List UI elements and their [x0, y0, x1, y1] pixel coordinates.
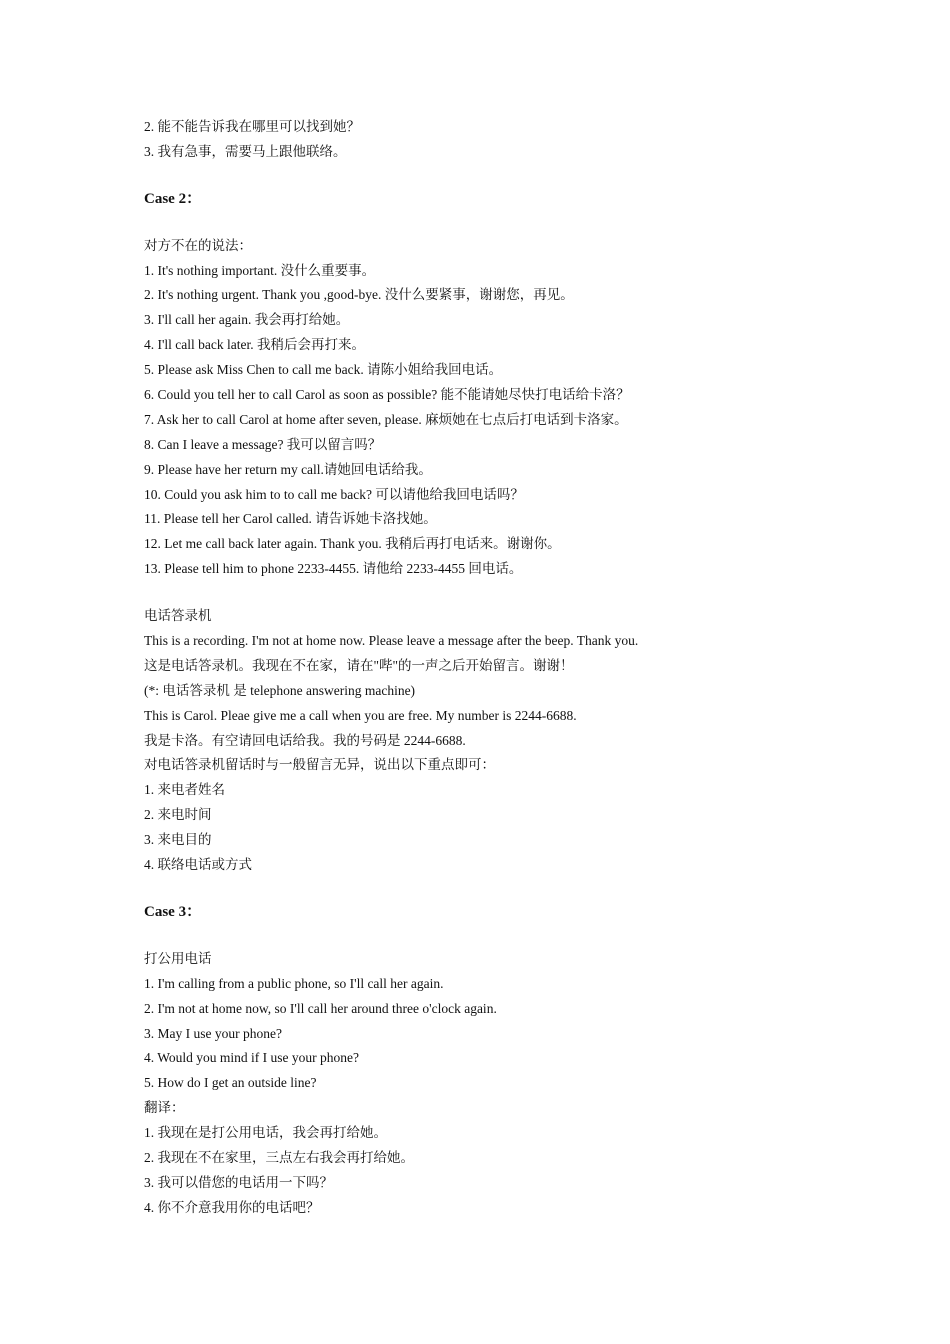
- case2-subtitle: 对方不在的说法：: [144, 237, 252, 253]
- answering-line: 2. 来电时间: [144, 807, 212, 823]
- list-item: 5. How do I get an outside line?: [144, 1075, 317, 1091]
- list-item: 2. I'm not at home now, so I'll call her around three o'clock again.: [144, 1000, 497, 1016]
- answering-line: 4. 联络电话或方式: [144, 857, 252, 873]
- case3-subtitle: 打公用电话: [144, 950, 212, 966]
- case2-section: [144, 187, 824, 582]
- intro-section: [144, 115, 824, 165]
- list-item: 6. Could you tell her to call Carol as soon as possible? 能不能请她尽快打电话给卡洛？: [144, 387, 630, 403]
- list-item: 4. Would you mind if I use your phone?: [144, 1050, 360, 1066]
- case3-section: [144, 900, 824, 1221]
- list-item: 1. I'm calling from a public phone, so I'll call her again.: [144, 975, 444, 991]
- answering-line: 这是电话答录机。我现在不在家，请在"哔"的一声之后开始留言。谢谢！: [144, 657, 574, 673]
- case3-heading: Case 3：: [144, 903, 202, 920]
- translation-item: 3. 我可以借您的电话用一下吗？: [144, 1174, 333, 1190]
- translation-item: 2. 我现在不在家里，三点左右我会再打给她。: [144, 1149, 414, 1165]
- list-item: 1. It's nothing important. 没什么重要事。: [144, 262, 376, 278]
- answering-line: (*: 电话答录机 是 telephone answering machine): [144, 682, 416, 698]
- list-item: 4. I'll call back later. 我稍后会再打来。: [144, 337, 366, 353]
- translation-item: 4. 你不介意我用你的电话吧？: [144, 1199, 320, 1215]
- intro-line: 3. 我有急事，需要马上跟他联络。: [144, 143, 347, 159]
- answering-line: 3. 来电目的: [144, 832, 212, 848]
- answering-machine-section: [144, 604, 824, 878]
- list-item: 11. Please tell her Carol called. 请告诉她卡洛找她。: [144, 511, 437, 527]
- list-item: 5. Please ask Miss Chen to call me back. 请陈小姐给我回电话。: [144, 362, 503, 378]
- answering-line: This is a recording. I'm not at home now. Please leave a message after the beep. Thank you.: [144, 633, 639, 649]
- answering-line: 我是卡洛。有空请回电话给我。我的号码是 2244-6688.: [144, 732, 466, 748]
- list-item: 7. Ask her to call Carol at home after seven, please. 麻烦她在七点后打电话到卡洛家。: [144, 411, 628, 427]
- list-item: 9. Please have her return my call.请她回电话给我。: [144, 461, 432, 477]
- case2-heading: Case 2：: [144, 190, 202, 207]
- answering-line: 对电话答录机留话时与一般留言无异，说出以下重点即可：: [144, 757, 495, 773]
- intro-line: 2. 能不能告诉我在哪里可以找到她？: [144, 119, 360, 134]
- list-item: 8. Can I leave a message? 我可以留言吗？: [144, 436, 382, 452]
- list-item: 2. It's nothing urgent. Thank you ,good-bye. 没什么要紧事，谢谢您，再见。: [144, 287, 574, 303]
- answering-title: 电话答录机: [144, 608, 212, 624]
- list-item: 3. May I use your phone?: [144, 1025, 282, 1041]
- answering-line: This is Carol. Pleae give me a call when you are free. My number is 2244-6688.: [144, 707, 577, 723]
- translation-label: 翻译：: [144, 1100, 185, 1116]
- answering-line: 1. 来电者姓名: [144, 782, 225, 798]
- document-page: [144, 115, 824, 1221]
- list-item: 12. Let me call back later again. Thank you. 我稍后再打电话来。谢谢你。: [144, 536, 561, 552]
- list-item: 10. Could you ask him to to call me back? 可以请他给我回电话吗？: [144, 486, 524, 502]
- translation-item: 1. 我现在是打公用电话，我会再打给她。: [144, 1125, 387, 1141]
- list-item: 3. I'll call her again. 我会再打给她。: [144, 312, 350, 328]
- list-item: 13. Please tell him to phone 2233-4455. 请他给 2233-4455 回电话。: [144, 561, 523, 577]
